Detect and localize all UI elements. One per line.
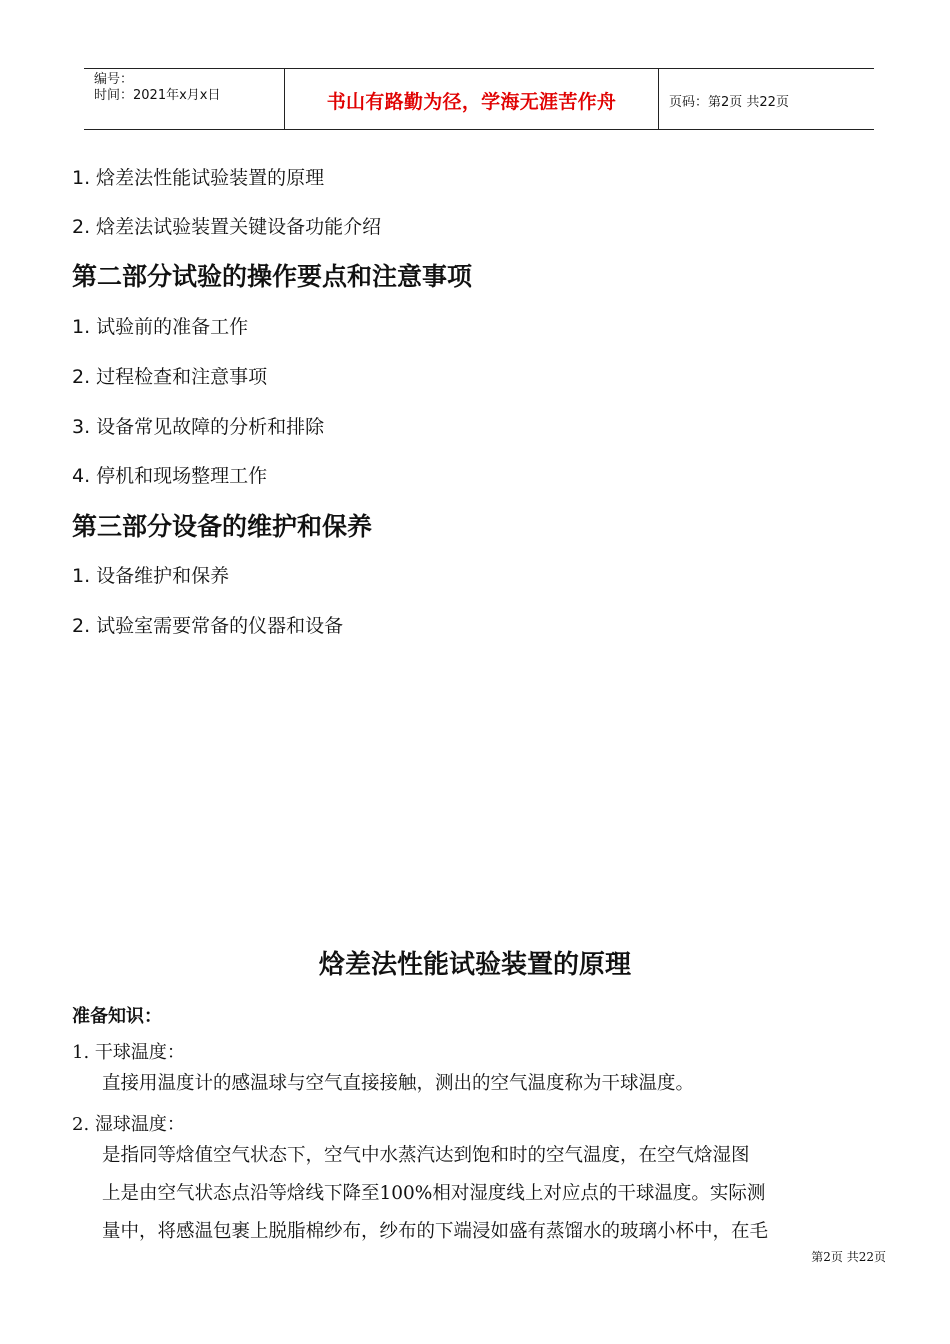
part-heading: 第三部分设备的维护和保养 [72, 512, 373, 541]
motto: 书山有路勤为径，学海无涯苦作舟 [326, 91, 617, 113]
paragraph-line: 直接用温度计的感温球与空气直接接触，测出的空气温度称为干球温度。 [102, 1073, 695, 1094]
part-heading: 第二部分试验的操作要点和注意事项 [72, 262, 473, 291]
toc-item: 1. 焓差法性能试验装置的原理 [72, 167, 325, 189]
toc-item: 1. 设备维护和保养 [72, 565, 230, 587]
toc-item: 2. 试验室需要常备的仪器和设备 [72, 615, 344, 637]
list-item-title: 2. 湿球温度： [72, 1114, 185, 1135]
toc-item: 3. 设备常见故障的分析和排除 [72, 416, 325, 438]
paragraph-line: 量中，将感温包裹上脱脂棉纱布，纱布的下端浸如盛有蒸馏水的玻璃小杯中，在毛 [102, 1221, 769, 1242]
section-title: 焓差法性能试验装置的原理 [318, 950, 631, 980]
toc-item: 4. 停机和现场整理工作 [72, 465, 268, 487]
header-meta-cell [84, 69, 285, 129]
page-footer: 第2页 共22页 [811, 1250, 886, 1264]
document-header [84, 68, 874, 130]
paragraph-line: 是指同等焓值空气状态下，空气中水蒸汽达到饱和时的空气温度，在空气焓湿图 [102, 1145, 750, 1166]
id-label: 编号： [94, 72, 134, 87]
paragraph-line: 上是由空气状态点沿等焓线下降至100%相对湿度线上对应点的干球温度。实际测 [102, 1183, 766, 1204]
header-motto-cell [285, 69, 659, 129]
toc-item: 1. 试验前的准备工作 [72, 316, 249, 338]
toc-item: 2. 过程检查和注意事项 [72, 366, 268, 388]
prep-label: 准备知识： [72, 1006, 162, 1027]
toc-item: 2. 焓差法试验装置关键设备功能介绍 [72, 216, 382, 238]
page-info: 页码：第2页 共22页 [669, 95, 789, 110]
list-item-title: 1. 干球温度： [72, 1042, 185, 1063]
time-label: 时间：2021年x月x日 [94, 88, 221, 103]
header-page-cell [659, 69, 874, 129]
